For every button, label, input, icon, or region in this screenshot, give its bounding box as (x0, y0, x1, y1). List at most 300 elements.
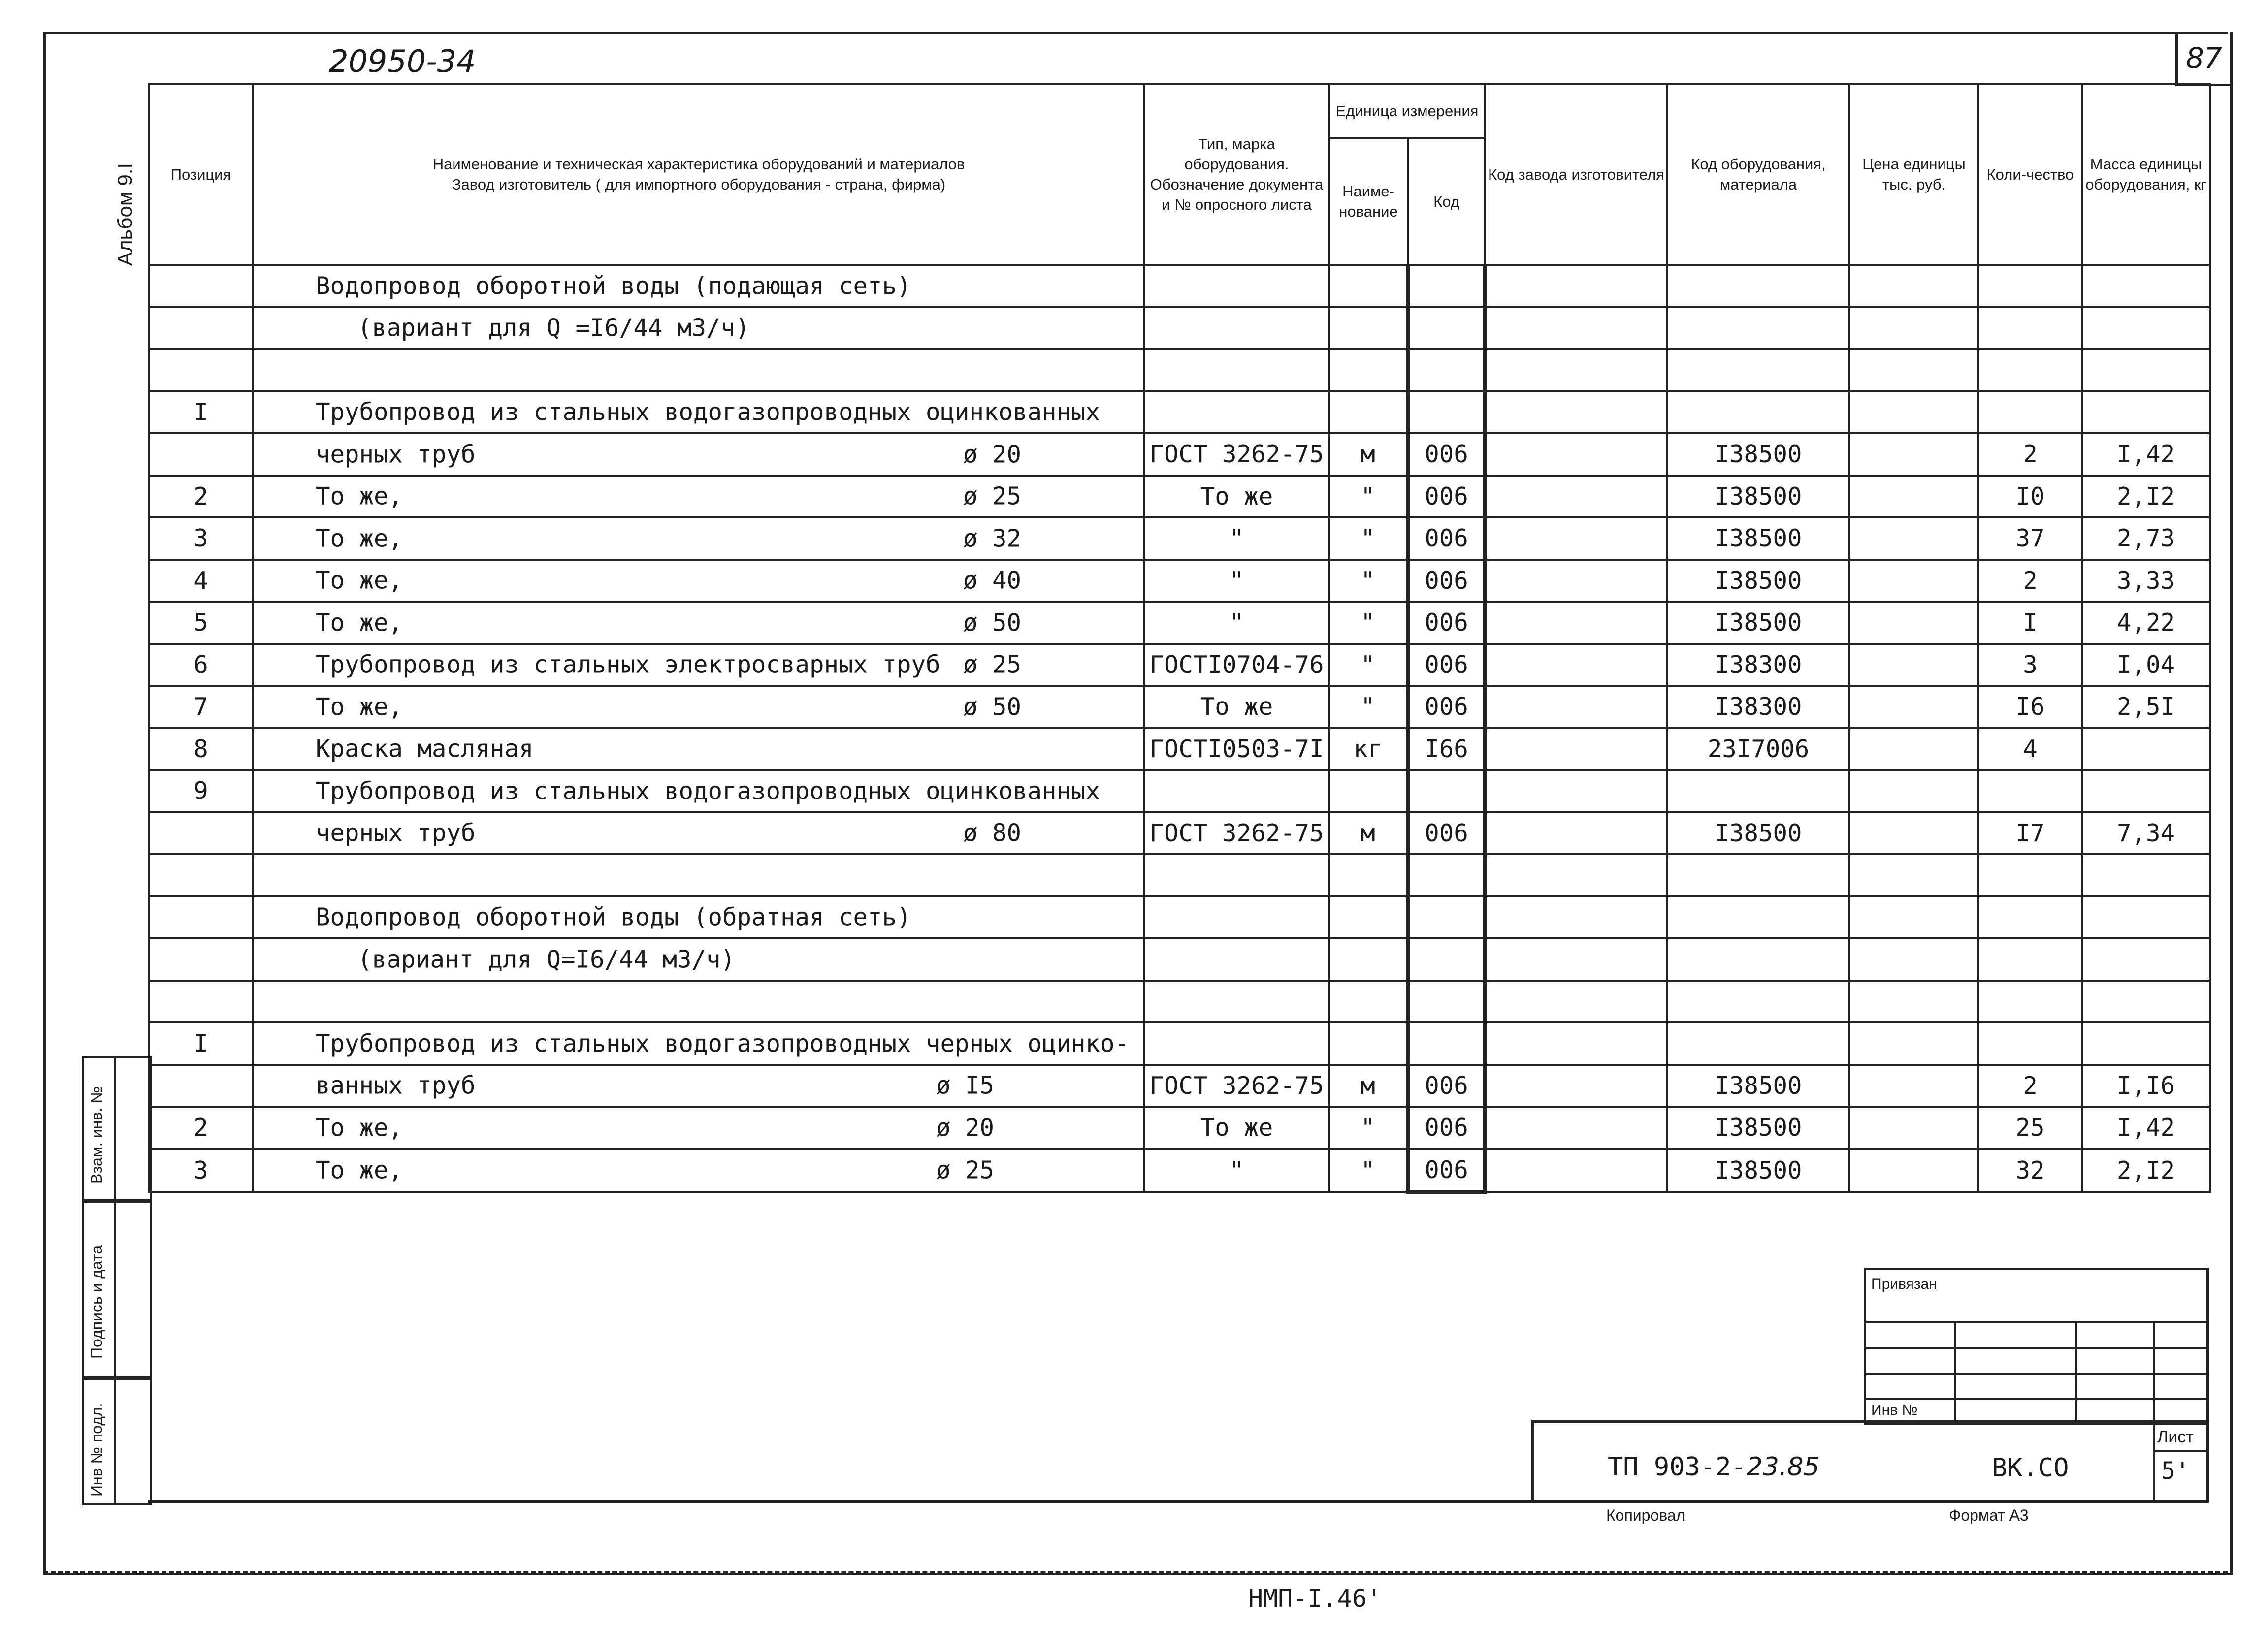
cell-unit: м (1329, 812, 1408, 855)
item-name: То же, (316, 1114, 403, 1142)
cell-mass: 2,5I (2082, 686, 2210, 728)
item-diameter: ø 80 (963, 819, 1022, 847)
header-equip-code: Код оборудования, материала (1667, 84, 1849, 265)
bottom-code: НМП-I.46' (1248, 1584, 1382, 1613)
format-label: Формат А3 (1949, 1506, 2029, 1524)
cell-unit: кг (1329, 728, 1408, 770)
cell-type: " (1144, 1149, 1329, 1192)
table-row (149, 349, 2210, 391)
cell-unit-code: 006 (1408, 1065, 1485, 1107)
table-row (149, 433, 2210, 476)
cell-unit (1329, 981, 1408, 1023)
cell-pos: 8 (149, 728, 253, 770)
cell-price (1849, 349, 1978, 391)
cell-equip-code (1667, 265, 1849, 307)
cell-qty (1978, 307, 2082, 350)
cell-qty (1978, 265, 2082, 307)
cell-unit-code: 006 (1408, 644, 1485, 686)
cell-pos: 2 (149, 1107, 253, 1149)
table-row (149, 686, 2210, 728)
cell-name (253, 896, 1144, 939)
cell-unit-code: 006 (1408, 1107, 1485, 1149)
cell-unit (1329, 307, 1408, 350)
cell-pos (149, 938, 253, 981)
cell-unit: " (1329, 602, 1408, 644)
item-diameter: ø 50 (963, 608, 1022, 637)
cell-pos: 5 (149, 602, 253, 644)
table-row (149, 644, 2210, 686)
cell-plant-code (1485, 770, 1667, 812)
cell-mass: 3,33 (2082, 560, 2210, 602)
cell-name (253, 728, 1144, 770)
cell-mass: I,42 (2082, 433, 2210, 476)
cell-qty: 2 (1978, 1065, 2082, 1107)
cell-name (253, 644, 1144, 686)
cell-unit: м (1329, 433, 1408, 476)
cell-qty (1978, 391, 2082, 434)
cell-qty: I7 (1978, 812, 2082, 855)
cell-name (253, 307, 1144, 350)
title-block (1531, 1420, 2209, 1503)
cell-equip-code: I38500 (1667, 812, 1849, 855)
cell-type: " (1144, 602, 1329, 644)
title-code (1608, 1452, 1820, 1482)
cell-type (1144, 981, 1329, 1023)
cell-plant-code (1485, 265, 1667, 307)
cell-equip-code (1667, 391, 1849, 434)
cell-unit (1329, 265, 1408, 307)
cell-equip-code: I38500 (1667, 517, 1849, 560)
cell-price (1849, 938, 1978, 981)
cell-equip-code: 23I7006 (1667, 728, 1849, 770)
cell-unit (1329, 896, 1408, 939)
cell-type: " (1144, 517, 1329, 560)
header-mass: Масса единицы оборудования, кг (2082, 84, 2210, 265)
table-row (149, 728, 2210, 770)
cell-mass (2082, 349, 2210, 391)
cell-equip-code (1667, 981, 1849, 1023)
spec-table (148, 83, 2211, 1194)
cell-mass (2082, 1022, 2210, 1065)
cell-unit (1329, 391, 1408, 434)
cell-unit (1329, 349, 1408, 391)
copied-label: Копировал (1606, 1506, 1685, 1524)
cell-mass (2082, 391, 2210, 434)
privyazan-label: Привязан (1871, 1276, 1937, 1292)
cell-unit (1329, 938, 1408, 981)
cell-pos: 2 (149, 476, 253, 518)
item-diameter: ø 50 (963, 693, 1022, 721)
cell-unit-code (1408, 391, 1485, 434)
cell-pos: 9 (149, 770, 253, 812)
cell-qty (1978, 349, 2082, 391)
cell-plant-code (1485, 349, 1667, 391)
cell-plant-code (1485, 602, 1667, 644)
cell-plant-code (1485, 391, 1667, 434)
header-type: Тип, марка оборудования. Обозначение документа и № опросного листа (1144, 84, 1329, 265)
cell-type: ГОСТI0503-7I (1144, 728, 1329, 770)
cell-qty (1978, 938, 2082, 981)
cell-mass: 7,34 (2082, 812, 2210, 855)
cell-unit: " (1329, 517, 1408, 560)
cell-price (1849, 686, 1978, 728)
cell-equip-code: I38300 (1667, 644, 1849, 686)
cell-type: ГОСТ 3262-75 (1144, 433, 1329, 476)
cell-qty (1978, 896, 2082, 939)
cell-price (1849, 896, 1978, 939)
cell-name (253, 476, 1144, 518)
title-code-hand: 23.85 (1746, 1452, 1820, 1482)
cell-equip-code: I38500 (1667, 1149, 1849, 1192)
cell-name (253, 854, 1144, 896)
cell-pos (149, 1065, 253, 1107)
item-name: То же, (316, 1156, 403, 1184)
cell-name (253, 1107, 1144, 1149)
header-name (253, 84, 1144, 265)
cell-name (253, 938, 1144, 981)
cell-pos: 7 (149, 686, 253, 728)
item-name: (вариант для Q =I6/44 м3/ч) (357, 314, 750, 342)
cell-plant-code (1485, 981, 1667, 1023)
header-qty: Коли-чество (1978, 84, 2082, 265)
item-diameter: ø 25 (963, 482, 1022, 511)
cell-unit: м (1329, 1065, 1408, 1107)
cell-plant-code (1485, 307, 1667, 350)
cell-unit-code (1408, 307, 1485, 350)
table-row (149, 1107, 2210, 1149)
cell-name (253, 770, 1144, 812)
title-code-printed: ТП 903-2- (1608, 1452, 1747, 1482)
cell-price (1849, 476, 1978, 518)
cell-name (253, 812, 1144, 855)
cell-unit-code (1408, 349, 1485, 391)
cell-unit-code: 006 (1408, 602, 1485, 644)
cell-unit (1329, 1022, 1408, 1065)
cell-equip-code: I38500 (1667, 476, 1849, 518)
cell-name (253, 391, 1144, 434)
cell-price (1849, 1149, 1978, 1192)
table-row (149, 1022, 2210, 1065)
cell-price (1849, 1022, 1978, 1065)
cell-type: То же (1144, 1107, 1329, 1149)
cell-name (253, 517, 1144, 560)
cell-mass: 2,73 (2082, 517, 2210, 560)
item-name: ванных труб (316, 1071, 476, 1100)
label-vzam: Взам. инв. № (88, 1086, 105, 1184)
item-name: Трубопровод из стальных электросварных труб (316, 650, 940, 679)
cell-unit: " (1329, 644, 1408, 686)
cell-name (253, 686, 1144, 728)
cell-unit-code: 006 (1408, 812, 1485, 855)
header-pos: Позиция (149, 84, 253, 265)
item-name: Трубопровод из стальных водогазопроводных черных оцинко- (316, 1029, 1130, 1058)
item-name: То же, (316, 566, 403, 595)
cell-plant-code (1485, 644, 1667, 686)
label-inv: Инв № подл. (88, 1403, 105, 1497)
table-row (149, 1065, 2210, 1107)
cell-price (1849, 770, 1978, 812)
cell-price (1849, 433, 1978, 476)
cell-qty (1978, 981, 2082, 1023)
cell-plant-code (1485, 686, 1667, 728)
table-row (149, 307, 2210, 350)
table-row (149, 517, 2210, 560)
cell-type: ГОСТI0704-76 (1144, 644, 1329, 686)
cell-price (1849, 981, 1978, 1023)
cell-plant-code (1485, 728, 1667, 770)
header-unit-code: Код (1408, 138, 1485, 265)
cell-plant-code (1485, 938, 1667, 981)
cell-equip-code (1667, 854, 1849, 896)
cell-price (1849, 560, 1978, 602)
table-row (149, 602, 2210, 644)
cell-unit-code: 006 (1408, 1149, 1485, 1192)
cell-equip-code (1667, 1022, 1849, 1065)
cell-qty (1978, 1022, 2082, 1065)
cell-unit-code (1408, 896, 1485, 939)
cell-mass: 2,I2 (2082, 1149, 2210, 1192)
cell-qty: 32 (1978, 1149, 2082, 1192)
cell-qty: 4 (1978, 728, 2082, 770)
cell-mass (2082, 307, 2210, 350)
cell-type (1144, 770, 1329, 812)
cell-plant-code (1485, 854, 1667, 896)
cell-price (1849, 728, 1978, 770)
header-name-line2: Завод изготовитель ( для импортного оборудования - страна, фирма) (452, 176, 946, 193)
cell-unit-code: 006 (1408, 476, 1485, 518)
item-name: Краска масляная (316, 734, 534, 763)
cell-name (253, 349, 1144, 391)
cell-unit-code (1408, 938, 1485, 981)
cell-pos: 3 (149, 1149, 253, 1192)
item-diameter: ø 25 (963, 650, 1022, 679)
cell-type: То же (1144, 686, 1329, 728)
cell-mass (2082, 728, 2210, 770)
cell-equip-code (1667, 896, 1849, 939)
cell-equip-code: I38500 (1667, 1065, 1849, 1107)
item-diameter: ø 20 (936, 1114, 995, 1142)
header-unit-group: Единица измерения (1329, 84, 1485, 138)
cell-price (1849, 1065, 1978, 1107)
cell-plant-code (1485, 560, 1667, 602)
cell-type (1144, 349, 1329, 391)
cell-unit (1329, 770, 1408, 812)
item-diameter: ø 32 (963, 524, 1022, 553)
cell-unit-code: 006 (1408, 433, 1485, 476)
table-row (149, 981, 2210, 1023)
item-name: Трубопровод из стальных водогазопроводных оцинкованных (316, 398, 1101, 426)
cell-unit-code: 006 (1408, 560, 1485, 602)
cell-price (1849, 1107, 1978, 1149)
table-row (149, 391, 2210, 434)
cell-qty: I6 (1978, 686, 2082, 728)
cell-type (1144, 938, 1329, 981)
cell-unit (1329, 854, 1408, 896)
item-name: То же, (316, 693, 403, 721)
cell-qty: 3 (1978, 644, 2082, 686)
cell-pos (149, 896, 253, 939)
cell-pos: 6 (149, 644, 253, 686)
item-name: То же, (316, 608, 403, 637)
cell-unit: " (1329, 1107, 1408, 1149)
cell-equip-code: I38500 (1667, 602, 1849, 644)
top-rule (43, 32, 2228, 34)
outer-bottom-rule (43, 1571, 2228, 1574)
cell-qty: 25 (1978, 1107, 2082, 1149)
cell-plant-code (1485, 517, 1667, 560)
cell-mass (2082, 265, 2210, 307)
cell-mass (2082, 854, 2210, 896)
cell-qty (1978, 854, 2082, 896)
cell-mass: I,42 (2082, 1107, 2210, 1149)
cell-plant-code (1485, 1065, 1667, 1107)
cell-equip-code (1667, 307, 1849, 350)
cell-unit: " (1329, 560, 1408, 602)
cell-qty (1978, 770, 2082, 812)
cell-pos: I (149, 1022, 253, 1065)
cell-plant-code (1485, 1149, 1667, 1192)
table-row (149, 938, 2210, 981)
cell-price (1849, 391, 1978, 434)
cell-equip-code: I38300 (1667, 686, 1849, 728)
cell-qty: 37 (1978, 517, 2082, 560)
cell-equip-code (1667, 938, 1849, 981)
cell-mass (2082, 981, 2210, 1023)
cell-plant-code (1485, 896, 1667, 939)
cell-pos: I (149, 391, 253, 434)
cell-mass: 4,22 (2082, 602, 2210, 644)
header-unit-name: Наиме-нование (1329, 138, 1408, 265)
table-row (149, 854, 2210, 896)
cell-pos (149, 812, 253, 855)
title-mark: ВК.СО (1992, 1453, 2069, 1483)
item-diameter: ø I5 (936, 1071, 995, 1100)
cell-equip-code: I38500 (1667, 1107, 1849, 1149)
table-row (149, 476, 2210, 518)
item-diameter: ø 20 (963, 440, 1022, 469)
cell-type (1144, 854, 1329, 896)
privyazan-box (1864, 1268, 2209, 1425)
table-row (149, 770, 2210, 812)
table-row (149, 1149, 2210, 1192)
header-price: Цена единицы тыс. руб. (1849, 84, 1978, 265)
cell-pos (149, 981, 253, 1023)
cell-name (253, 1065, 1144, 1107)
item-name: Водопровод оборотной воды (обратная сеть) (316, 903, 911, 931)
cell-unit-code: 006 (1408, 686, 1485, 728)
sheet-corner-number: 87 (2175, 32, 2230, 86)
cell-price (1849, 644, 1978, 686)
album-label: Альбом 9.I (113, 162, 136, 266)
item-name: Водопровод оборотной воды (подающая сеть) (316, 272, 911, 300)
cell-plant-code (1485, 433, 1667, 476)
item-name: То же, (316, 482, 403, 511)
cell-price (1849, 854, 1978, 896)
cell-unit-code (1408, 981, 1485, 1023)
item-name: (вариант для Q=I6/44 м3/ч) (357, 945, 736, 974)
cell-price (1849, 265, 1978, 307)
sheet-label: Лист (2157, 1428, 2194, 1446)
table-row (149, 896, 2210, 939)
item-diameter: ø 25 (936, 1156, 995, 1184)
cell-type: То же (1144, 476, 1329, 518)
header-name-line1: Наименование и техническая характеристика оборудований и материалов (432, 156, 965, 173)
cell-mass (2082, 770, 2210, 812)
cell-pos (149, 307, 253, 350)
cell-unit-code (1408, 770, 1485, 812)
cell-plant-code (1485, 1107, 1667, 1149)
table-row (149, 812, 2210, 855)
cell-mass: 2,I2 (2082, 476, 2210, 518)
cell-unit-code: I66 (1408, 728, 1485, 770)
cell-mass (2082, 896, 2210, 939)
cell-pos (149, 265, 253, 307)
cell-unit-code: 006 (1408, 517, 1485, 560)
item-diameter: ø 40 (963, 566, 1022, 595)
cell-equip-code: I38500 (1667, 433, 1849, 476)
cell-unit: " (1329, 476, 1408, 518)
cell-pos: 4 (149, 560, 253, 602)
cell-mass: I,04 (2082, 644, 2210, 686)
cell-qty: 2 (1978, 433, 2082, 476)
cell-name (253, 560, 1144, 602)
cell-name (253, 1022, 1144, 1065)
cell-name (253, 433, 1144, 476)
cell-type (1144, 896, 1329, 939)
cell-qty: I0 (1978, 476, 2082, 518)
cell-mass (2082, 938, 2210, 981)
cell-equip-code (1667, 349, 1849, 391)
inv-no-label: Инв № (1871, 1402, 1918, 1418)
cell-type: " (1144, 560, 1329, 602)
cell-plant-code (1485, 1022, 1667, 1065)
cell-plant-code (1485, 476, 1667, 518)
cell-price (1849, 812, 1978, 855)
cell-plant-code (1485, 812, 1667, 855)
cell-type (1144, 307, 1329, 350)
cell-type: ГОСТ 3262-75 (1144, 1065, 1329, 1107)
table-row (149, 560, 2210, 602)
cell-qty: 2 (1978, 560, 2082, 602)
cell-pos (149, 433, 253, 476)
cell-equip-code: I38500 (1667, 560, 1849, 602)
cell-price (1849, 517, 1978, 560)
cell-unit-code (1408, 1022, 1485, 1065)
table-row (149, 265, 2210, 307)
item-name: То же, (316, 524, 403, 553)
cell-equip-code (1667, 770, 1849, 812)
cell-name (253, 981, 1144, 1023)
cell-pos (149, 349, 253, 391)
label-podpis: Подпись и дата (88, 1245, 105, 1359)
sheet-value: 5' (2161, 1457, 2190, 1485)
cell-unit-code (1408, 854, 1485, 896)
cell-type (1144, 391, 1329, 434)
cell-unit: " (1329, 686, 1408, 728)
cell-type: ГОСТ 3262-75 (1144, 812, 1329, 855)
cell-mass: I,I6 (2082, 1065, 2210, 1107)
cell-price (1849, 307, 1978, 350)
cell-type (1144, 1022, 1329, 1065)
item-name: черных труб (316, 440, 476, 469)
cell-pos: 3 (149, 517, 253, 560)
cell-type (1144, 265, 1329, 307)
cell-name (253, 602, 1144, 644)
cell-unit: " (1329, 1149, 1408, 1192)
header-plant-code: Код завода изготовителя (1485, 84, 1667, 265)
cell-name (253, 265, 1144, 307)
item-name: черных труб (316, 819, 476, 847)
